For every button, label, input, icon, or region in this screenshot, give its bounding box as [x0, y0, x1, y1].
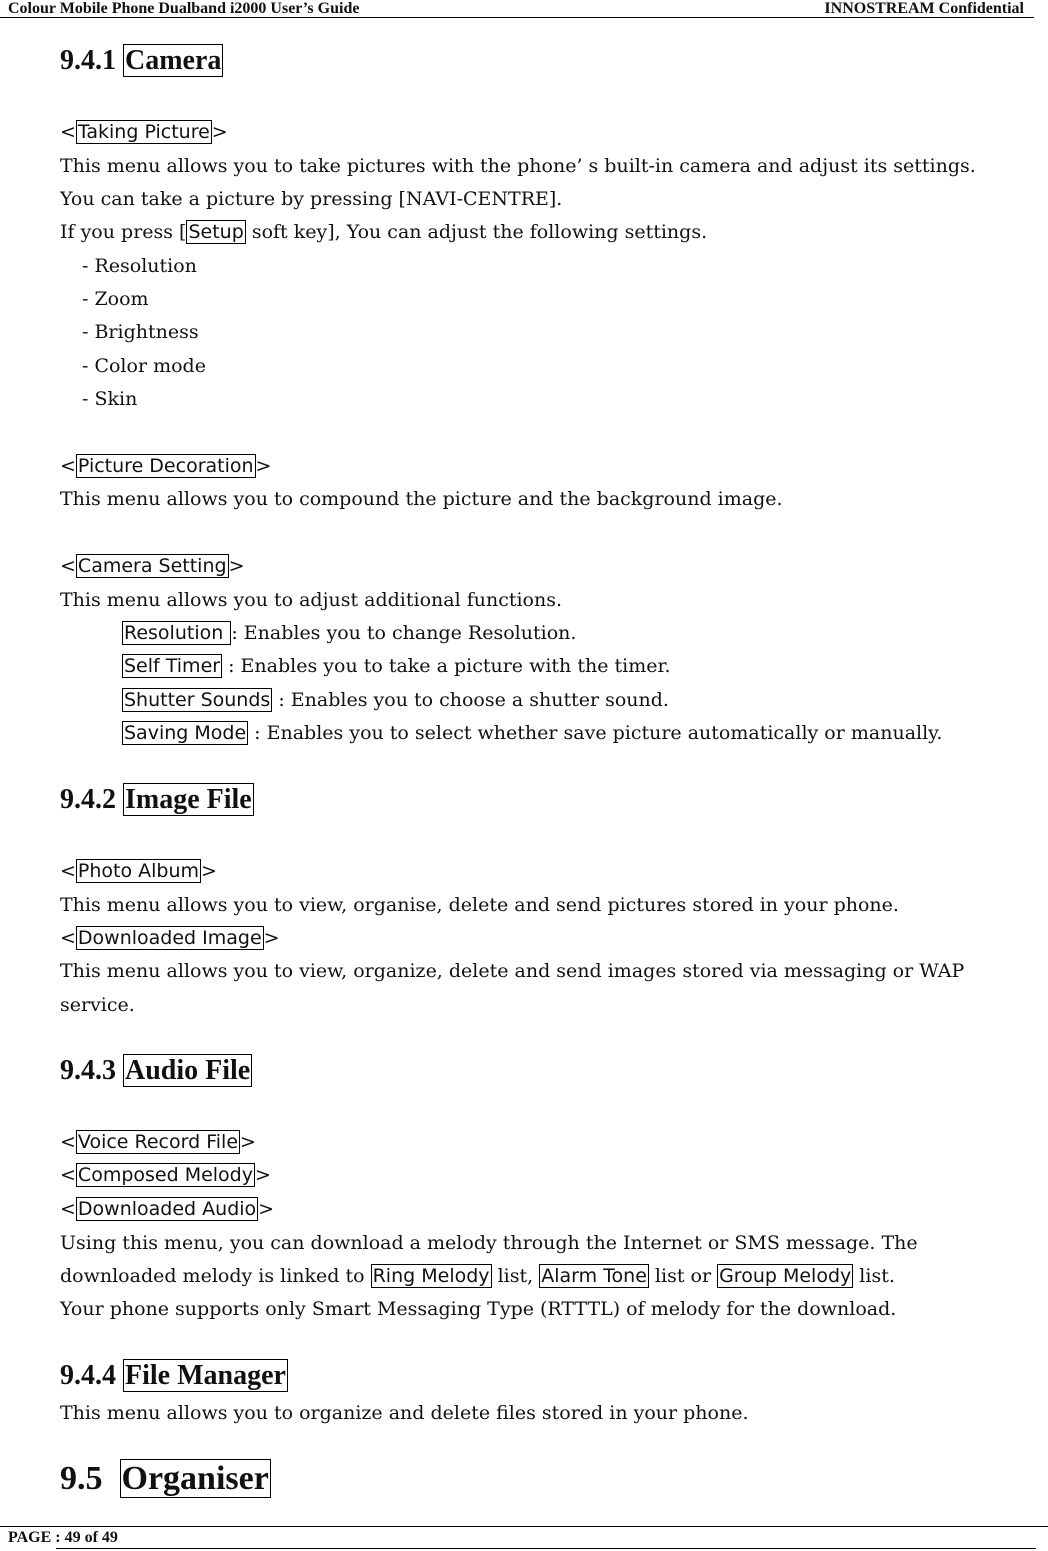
subheading-label: Downloaded Audio: [77, 1198, 257, 1220]
heading-title: Audio File: [125, 1055, 251, 1086]
text-span: downloaded melody is linked to: [60, 1265, 371, 1287]
subheading-downloaded-image: < Downloaded Image >: [60, 927, 280, 949]
footer-rule: [0, 1526, 1048, 1527]
header-confidential: INNOSTREAM Confidential: [824, 0, 1024, 17]
heading-title: Organiser: [121, 1460, 269, 1497]
subheading-label: Voice Record File: [77, 1131, 239, 1153]
page-number: PAGE : 49 of 49: [8, 1529, 118, 1546]
subheading-label: Taking Picture: [77, 121, 210, 143]
setup-softkey-label: Setup: [188, 221, 244, 243]
setting-desc: : Enables you to choose a shutter sound.: [272, 689, 669, 711]
subheading-label: Camera Setting: [77, 555, 227, 577]
subheading-label: Downloaded Image: [77, 927, 262, 949]
header-doc-title: Colour Mobile Phone Dualband i2000 User’s Guide: [8, 0, 360, 17]
setting-term: Saving Mode: [124, 722, 247, 744]
heading-9-4-1: [60, 44, 223, 78]
heading-title: Image File: [125, 784, 252, 815]
subheading-picture-decoration: < Picture Decoration >: [60, 455, 272, 477]
header-rule: [0, 17, 1034, 18]
subheading-voice-record-file: < Voice Record File >: [60, 1131, 256, 1153]
list-item: - Zoom: [82, 288, 149, 310]
subheading-label: Picture Decoration: [77, 455, 254, 477]
heading-number: 9.4.4: [60, 1360, 116, 1391]
paragraph-line: This menu allows you to compound the picture and the background image.: [60, 488, 783, 510]
list-item: - Skin: [82, 388, 138, 410]
setting-term: Self Timer: [124, 655, 221, 677]
paragraph-line: This menu allows you to adjust additional functions.: [60, 589, 563, 611]
text-span: soft key], You can adjust the following settings.: [245, 221, 708, 243]
setting-term: Shutter Sounds: [124, 689, 271, 711]
heading-9-4-3: [60, 1054, 252, 1088]
heading-number: 9.4.3: [60, 1055, 116, 1086]
setting-item: [122, 654, 671, 678]
group-melody-label: Group Melody: [719, 1265, 852, 1287]
setup-line: [60, 220, 707, 244]
list-item: - Color mode: [82, 355, 206, 377]
text-span: list.: [853, 1265, 895, 1287]
paragraph-line: This menu allows you to organize and delete files stored in your phone.: [60, 1402, 749, 1424]
heading-9-4-2: [60, 783, 254, 817]
text-span: If you press [: [60, 221, 187, 243]
heading-title: File Manager: [125, 1360, 286, 1391]
paragraph-line: Using this menu, you can download a melody through the Internet or SMS message. The: [60, 1232, 918, 1254]
subheading-label: Composed Melody: [77, 1164, 253, 1186]
setting-desc: : Enables you to select whether save picture automatically or manually.: [248, 722, 943, 744]
heading-number: 9.4.1: [60, 45, 116, 76]
heading-number: 9.4.2: [60, 784, 116, 815]
paragraph-line: This menu allows you to view, organise, delete and send pictures stored in your phone.: [60, 894, 899, 916]
paragraph-line: service.: [60, 994, 135, 1016]
footer-rule: [56, 1548, 1036, 1549]
heading-number: 9.5: [60, 1460, 103, 1497]
paragraph-line-linked: [60, 1264, 895, 1288]
subheading-composed-melody: < Composed Melody >: [60, 1164, 271, 1186]
setting-desc: : Enables you to take a picture with the timer.: [222, 655, 671, 677]
setting-item: [122, 688, 669, 712]
subheading-label: Photo Album: [77, 860, 200, 882]
paragraph-line: Your phone supports only Smart Messaging Type (RTTTL) of melody for the download.: [60, 1298, 897, 1320]
list-item: - Brightness: [82, 321, 199, 343]
setting-desc: : Enables you to change Resolution.: [231, 622, 577, 644]
setting-item: [122, 721, 942, 745]
paragraph-line: This menu allows you to take pictures with the phone’ s built-in camera and adjust its settings.: [60, 155, 976, 177]
subheading-camera-setting: < Camera Setting >: [60, 555, 245, 577]
heading-9-4-4: [60, 1359, 288, 1393]
list-item: - Resolution: [82, 255, 197, 277]
ring-melody-label: Ring Melody: [372, 1265, 490, 1287]
heading-9-5: [60, 1459, 271, 1499]
page-header: [0, 0, 1048, 18]
subheading-downloaded-audio: < Downloaded Audio >: [60, 1198, 275, 1220]
heading-title: Camera: [125, 45, 222, 76]
text-span: list or: [648, 1265, 718, 1287]
setting-term: Resolution: [124, 622, 230, 644]
setting-item: [122, 621, 576, 645]
paragraph-line: This menu allows you to view, organize, delete and send images stored via messaging or WAP: [60, 960, 965, 982]
paragraph-line: You can take a picture by pressing [NAVI-CENTRE].: [60, 188, 563, 210]
subheading-taking-picture: < Taking Picture >: [60, 121, 228, 143]
text-span: list,: [491, 1265, 540, 1287]
alarm-tone-label: Alarm Tone: [541, 1265, 647, 1287]
subheading-photo-album: < Photo Album >: [60, 860, 217, 882]
